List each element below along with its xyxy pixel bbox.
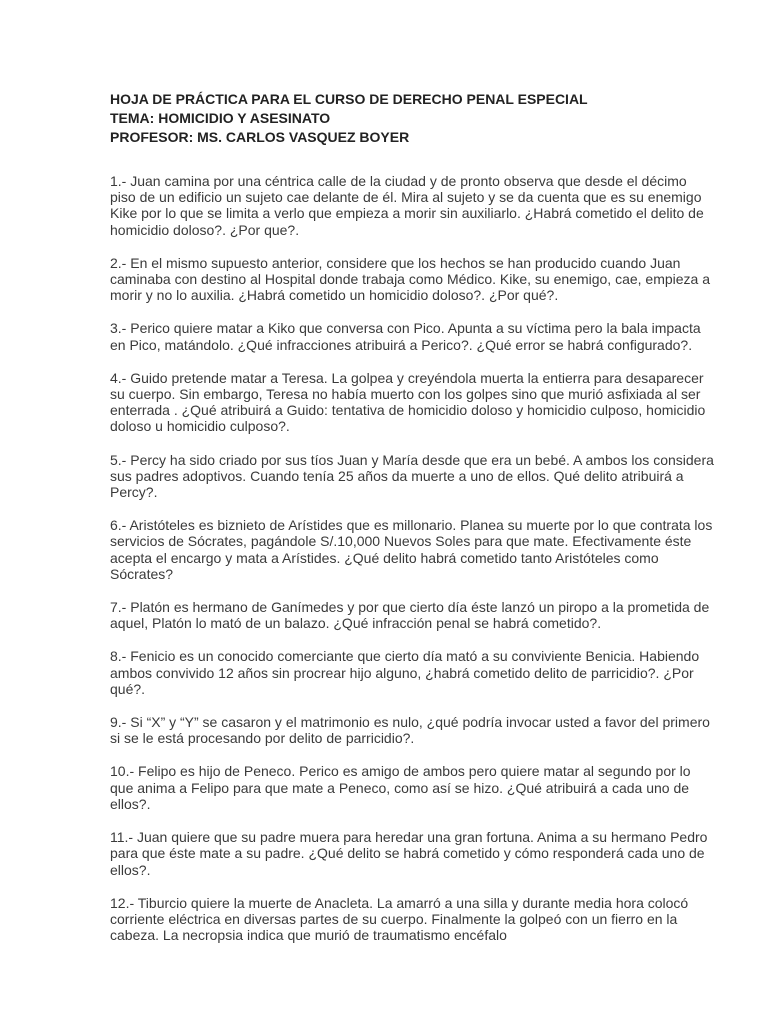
question-10: 10.- Felipo es hijo de Peneco. Perico es amigo de ambos pero quiere matar al segundo por lo que anima a Felipo para que mate a Peneco, como así se hizo. ¿Qué atribuirá a cada uno de ellos?. xyxy=(110,763,691,812)
question-3: 3.- Perico quiere matar a Kiko que conversa con Pico. Apunta a su víctima pero la bala impacta en Pico, matándolo. ¿Qué infracciones atribuirá a Perico?. ¿Qué error se habrá configurado?. xyxy=(110,320,701,353)
question-7: 7.- Platón es hermano de Ganímedes y por que cierto día éste lanzó un piropo a la prometida de aquel, Platón lo mató de un balazo. ¿Qué infracción penal se habrá cometido?. xyxy=(110,599,710,632)
question-9: 9.- Si “X” y “Y” se casaron y el matrimonio es nulo, ¿qué podría invocar usted a favor del primero si se le está procesando por delito de parricidio?. xyxy=(110,714,710,747)
document-header xyxy=(110,90,730,147)
question-6: 6.- Aristóteles es biznieto de Arístides que es millonario. Planea su muerte por lo que contrata los servicios de Sócrates, pagándole S/.10,000 Nuevos Soles para que mate. Efectivamente éste acepta el encargo y mata a Arístides. ¿Qué delito habrá cometido tanto Aristóteles como Sócrates? xyxy=(110,517,713,582)
question-5: 5.- Percy ha sido criado por sus tíos Juan y María desde que era un bebé. A ambos los considera sus padres adoptivos. Cuando tenía 25 años da muerte a uno de ellos. Qué delito atribuirá a Percy?. xyxy=(110,451,714,501)
question-list xyxy=(110,173,714,960)
document-professor: PROFESOR: MS. CARLOS VASQUEZ BOYER xyxy=(110,129,410,145)
document-title: HOJA DE PRÁCTICA PARA EL CURSO DE DERECHO PENAL ESPECIAL xyxy=(110,91,588,107)
question-4: 4.- Guido pretende matar a Teresa. La golpea y creyéndola muerta la entierra para desaparecer su cuerpo. Sin embargo, Teresa no había muerto con los golpes sino que murió asfixiada al ser enterrada . ¿Qué atribuirá a Guido: tentativa de homicidio doloso y homicidio culposo, homicidio doloso u homicidio culposo?. xyxy=(110,369,706,435)
question-11: 11.- Juan quiere que su padre muera para heredar una gran fortuna. Anima a su hermano Pedro para que éste mate a su padre. ¿Qué delito se habrá cometido y cómo responderá cada uno de ellos?. xyxy=(110,829,708,878)
question-8: 8.- Fenicio es un conocido comerciante que cierto día mató a su conviviente Benicia. Habiendo ambos convivido 12 años sin procrear hijo alguno, ¿habrá cometido delito de parricidio?. ¿Por qué?. xyxy=(110,648,700,697)
question-12: 12.- Tiburcio quiere la muerte de Anacleta. La amarró a una silla y durante media hora colocó corriente eléctrica en diversas partes de su cuerpo. Finalmente la golpeó con un fierro en la cabeza. La necropsia indica que murió de traumatismo encéfalo xyxy=(110,894,689,944)
question-2: 2.- En el mismo supuesto anterior, considere que los hechos se han producido cuando Juan caminaba con destino al Hospital donde trabaja como Médico. Kike, su enemigo, cae, empieza a morir y no lo auxilia. ¿Habrá cometido un homicidio doloso?. ¿Por qué?. xyxy=(110,254,711,304)
document-topic: TEMA: HOMICIDIO Y ASESINATO xyxy=(110,110,331,126)
question-1: 1.- Juan camina por una céntrica calle de la ciudad y de pronto observa que desde el décimo piso de un edificio un sujeto cae delante de él. Mira al sujeto y se da cuenta que es su enemigo Kike por lo que se limita a verlo que empieza a morir sin auxiliarlo. ¿Habrá cometido el delito de homicidio doloso?. ¿Por que?. xyxy=(110,173,704,238)
